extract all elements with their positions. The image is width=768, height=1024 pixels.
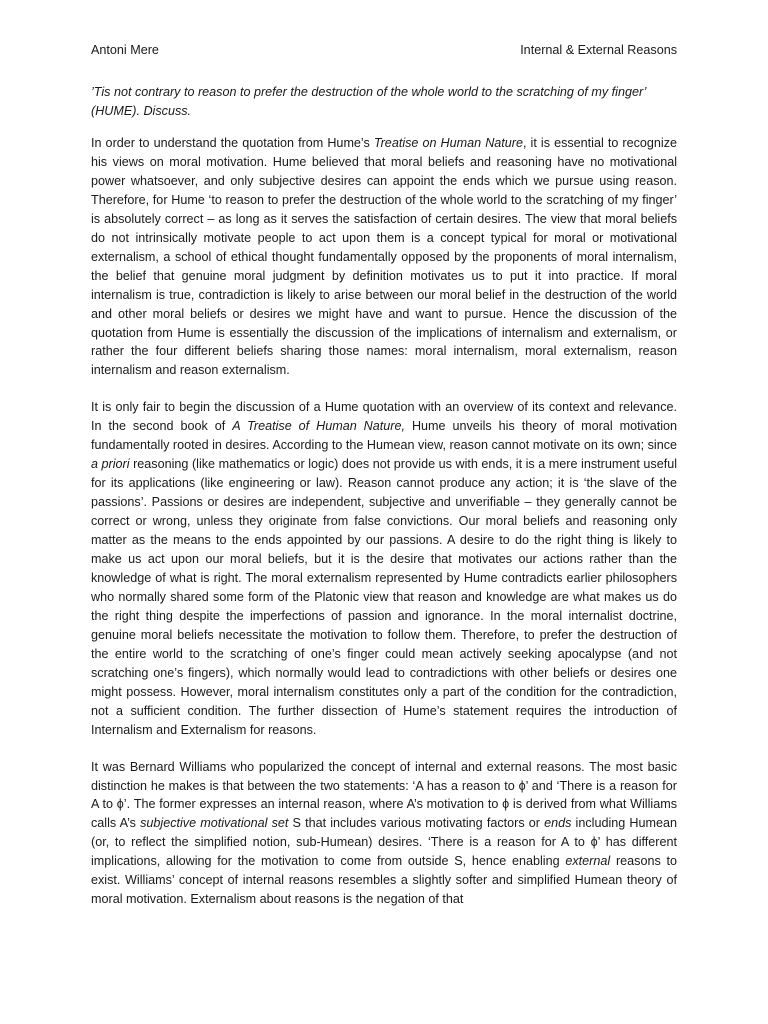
- essay-prompt: ’Tis not contrary to reason to prefer the destruction of the whole world to the scratching of my finger’ (HUME). Discuss.: [91, 85, 646, 118]
- text-run: S that includes various motivating factors or: [288, 816, 545, 831]
- text-run: reasons to exist. Williams’ concept of internal reasons resembles a slightly softer and simplified Humean theory of moral motivation. Externalism about reasons is the negation of that: [91, 854, 678, 907]
- text-run: It is only fair to begin the discussion of a Hume quotation with an overview of its context and relevance. In the second book of: [91, 400, 677, 434]
- header-author: Antoni Mere: [91, 43, 159, 57]
- paragraph: [91, 134, 677, 380]
- italic-text: A Treatise of Human Nature,: [232, 419, 405, 434]
- text-run: It was Bernard Williams who popularized the concept of internal and external reasons. The most basic distinction he makes is that between the two statements: ‘A has a reason to ϕ’ and ‘There is a reason for A to ϕ’. The former expresses an internal reason, where A’s motivation to ϕ is derived from what Williams calls A’s: [91, 759, 677, 831]
- italic-text: subjective motivational set: [140, 816, 289, 831]
- text-run: including Humean (or, to reflect the simplified notion, sub-Humean) desires. ‘There is a reason for A to ϕ’ has different implications, allowing for the motivation to come from outside S, hence enabling: [91, 816, 677, 869]
- italic-text: Treatise on Human Nature: [373, 136, 523, 150]
- italic-text: ends: [544, 816, 572, 831]
- text-run: , it is essential to recognize his views on moral motivation. Hume believed that moral beliefs and reasoning have no motivational power whatsoever, and only subjective desires can appoint the ends which we pursue using reason. Therefore, for Hume ‘to reason to prefer the destruction of the whole world to the scratching of my finger’ is absolutely correct – as long as it serves the satisfaction of certain desires. The view that moral beliefs do not intrinsically motivate people to act upon them is a concept typical for moral or motivational externalism, a school of ethical thought fundamentally opposed by the proponents of moral internalism, the belief that genuine moral judgment by definition motivates us to put it into practice. If moral internalism is true, contradiction is likely to arise between our moral belief in the destruction of the world and other moral beliefs or desires we might have and want to pursue. Hence the discussion of the quotation from Hume is essentially the discussion of the implications of internalism and externalism, or rather the four different beliefs sharing those names: moral internalism, moral externalism, reason internalism and reason externalism.: [91, 136, 677, 378]
- italic-text: a priori: [91, 457, 130, 472]
- paragraph: [91, 398, 677, 739]
- page-header: [91, 41, 677, 59]
- essay-body: [91, 134, 677, 927]
- text-run: Hume unveils his theory of moral motivation fundamentally rooted in desires. According to the Humean view, reason cannot motivate on its own; since: [91, 419, 677, 453]
- header-title: Internal & External Reasons: [520, 43, 677, 57]
- italic-text: external: [565, 854, 611, 869]
- text-run: In order to understand the quotation from Hume’s: [91, 136, 374, 150]
- text-run: reasoning (like mathematics or logic) does not provide us with ends, it is a mere instrument useful for its applications (like engineering or law). Reason cannot produce any action; it is ‘the slave of the passions’. Passions or desires are independent, subjective and unverifiable – they generally cannot be correct or wrong, unless they originate from false convictions. Our moral beliefs and reasoning only matter as the means to the ends appointed by our passions. A desire to do the right thing is likely to make us act upon our moral beliefs, but it is the desire that motivates our actions rather than the knowledge of what is right. The moral externalism represented by Hume contradicts earlier philosophers who normally shared some form of the Platonic view that reason and knowledge are what makes us do the right thing despite the imperfections of passion and ignorance. In the moral internalist doctrine, genuine moral beliefs necessitate the motivation to follow them. Therefore, to prefer the destruction of the entire world to the scratching of one’s finger could mean actively seeking apocalypse (and not scratching one’s fingers), which normally would lead to contradictions with other beliefs or desires one might possess. However, moral internalism constitutes only a part of the condition for the contradiction, not a sufficient condition. The further dissection of Hume’s statement requires the introduction of Internalism and Externalism for reasons.: [91, 457, 677, 737]
- paragraph: [91, 758, 677, 910]
